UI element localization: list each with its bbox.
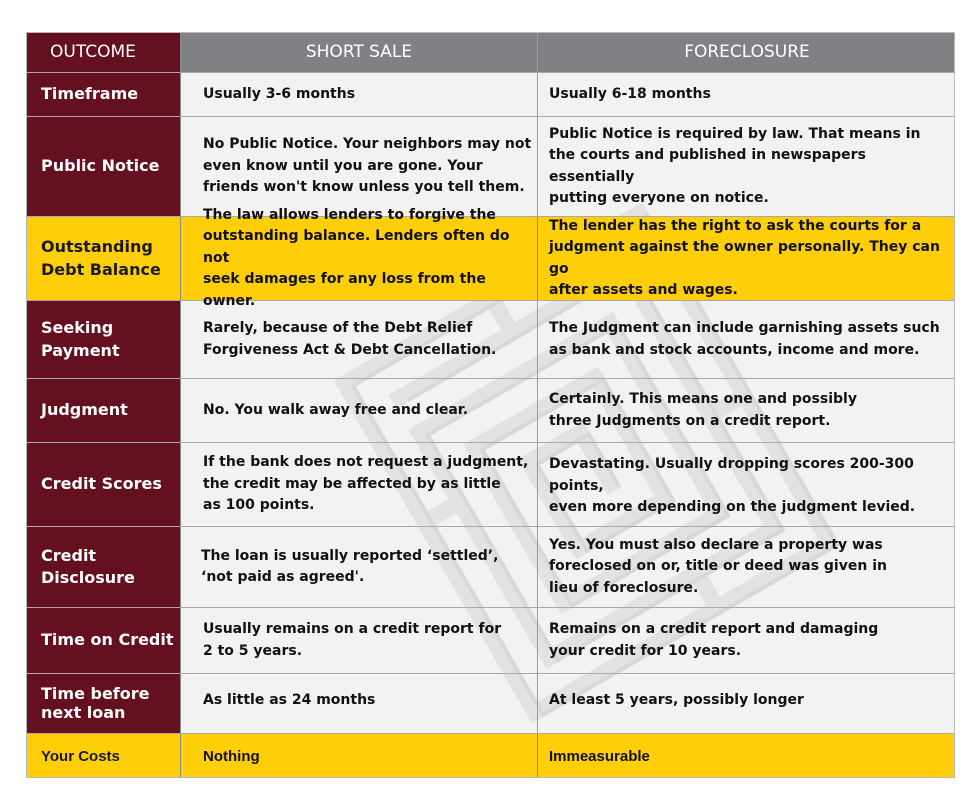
short-sale-cell: Usually remains on a credit report for 2 to 5 years. xyxy=(181,608,538,673)
short-sale-cell: No. You walk away free and clear. xyxy=(181,379,538,442)
row-label: Judgment xyxy=(27,379,181,442)
header-outcome: OUTCOME xyxy=(27,33,181,72)
row-label: Public Notice xyxy=(27,117,181,216)
short-sale-cell: Nothing xyxy=(181,734,538,778)
row-label: Seeking Payment xyxy=(27,301,181,378)
header-short-sale: SHORT SALE xyxy=(181,33,538,72)
foreclosure-cell: The Judgment can include garnishing assets such as bank and stock accounts, income and more. xyxy=(549,320,940,358)
short-sale-cell: No Public Notice. Your neighbors may not even know until you are gone. Your friends won't know unless you tell them. xyxy=(181,117,538,216)
short-sale-cell: If the bank does not request a judgment, the credit may be affected by as little as 100 points. xyxy=(181,443,538,526)
row-label: Outstanding Debt Balance xyxy=(27,217,181,300)
header-foreclosure: FORECLOSURE xyxy=(538,33,955,72)
row-label: Credit Disclosure xyxy=(27,527,181,607)
short-sale-cell: Usually 3-6 months xyxy=(181,73,538,116)
table-row-judgment xyxy=(27,379,955,443)
foreclosure-cell: At least 5 years, possibly longer xyxy=(549,692,804,708)
foreclosure-cell: Yes. You must also declare a property was foreclosed on or, title or deed was given in lieu of foreclosure. xyxy=(549,536,887,596)
table-row-your-costs xyxy=(27,734,955,778)
short-sale-cell: The loan is usually reported ‘settled’, ‘not paid as agreed'. xyxy=(181,527,538,607)
row-label: Your Costs xyxy=(27,734,181,778)
table-row-timeframe xyxy=(27,73,955,117)
comparison-table xyxy=(26,32,955,778)
short-sale-cell: The law allows lenders to forgive the outstanding balance. Lenders often do not seek damages for any loss from the owner. xyxy=(181,217,538,300)
foreclosure-cell: Public Notice is required by law. That means in the courts and published in newspapers essentially putting everyone on notice. xyxy=(549,125,921,206)
short-sale-cell: As little as 24 months xyxy=(181,674,538,733)
row-label: Time before next loan xyxy=(27,674,181,733)
table-row-time-before-next-loan xyxy=(27,674,955,734)
row-label: Credit Scores xyxy=(27,443,181,526)
table-row-time-on-credit xyxy=(27,608,955,674)
foreclosure-cell: Usually 6-18 months xyxy=(549,85,711,102)
table-row-credit-disclosure xyxy=(27,527,955,608)
table-row-public-notice xyxy=(27,117,955,217)
foreclosure-cell: Remains on a credit report and damaging your credit for 10 years. xyxy=(549,621,879,659)
foreclosure-cell: The lender has the right to ask the courts for a judgment against the owner personally. They can go after assets and wages. xyxy=(538,217,955,300)
header-row xyxy=(27,33,955,73)
table-row-seeking-payment xyxy=(27,301,955,379)
foreclosure-cell: Immeasurable xyxy=(538,734,955,778)
foreclosure-cell: Devastating. Usually dropping scores 200-300 points, even more depending on the judgment levied. xyxy=(549,456,916,515)
row-label: Time on Credit xyxy=(27,608,181,673)
short-sale-cell: Rarely, because of the Debt Relief Forgiveness Act & Debt Cancellation. xyxy=(181,301,538,378)
foreclosure-cell: Certainly. This means one and possibly three Judgments on a credit report. xyxy=(549,391,857,429)
row-label: Timeframe xyxy=(27,73,181,116)
table-row-outstanding-debt xyxy=(27,206,955,309)
table-row-credit-scores xyxy=(27,443,955,527)
